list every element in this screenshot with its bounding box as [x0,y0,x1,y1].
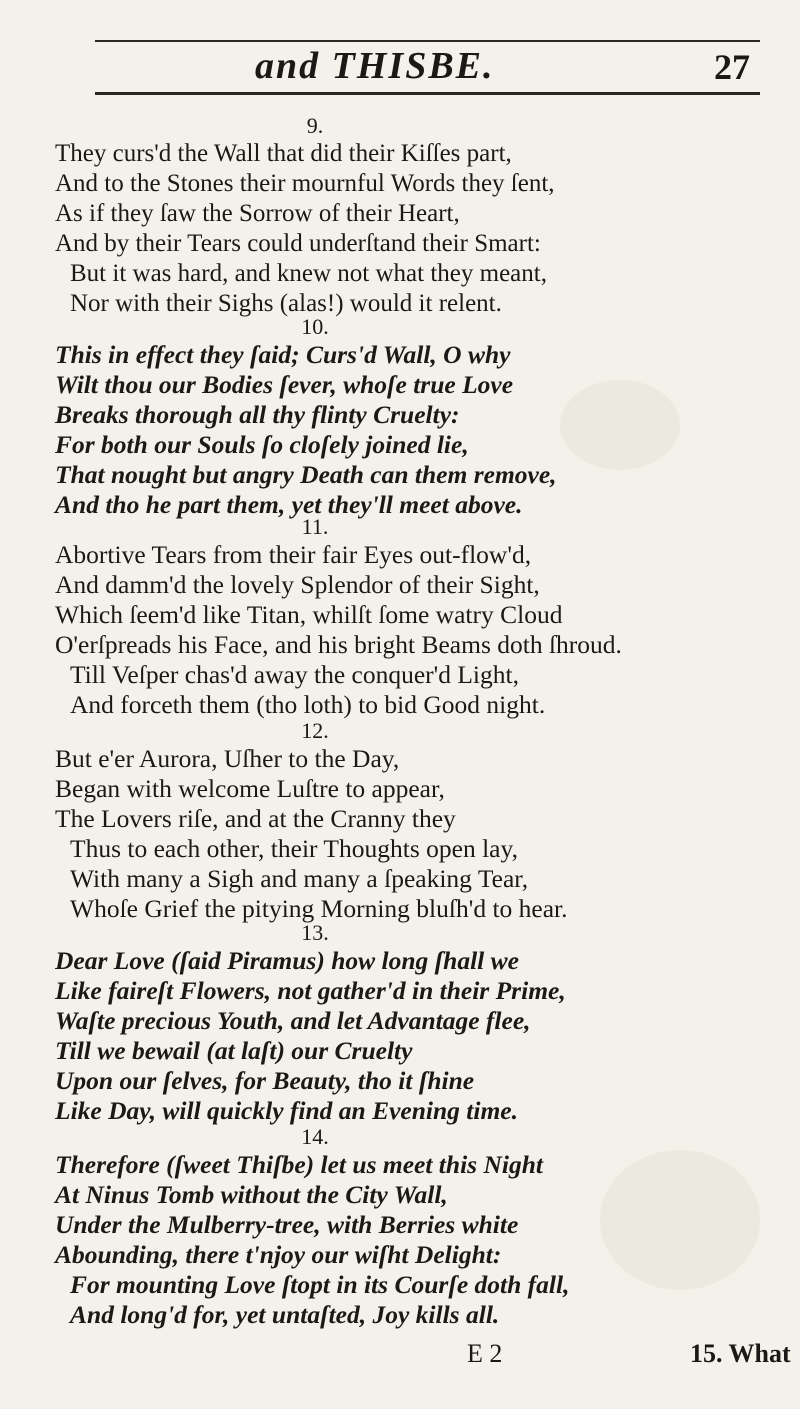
verse-line: And tho he part them, yet they'll meet above. [55,490,523,519]
stanza-number: 13. [301,920,329,945]
verse-line: Till we bewail (at laſt) our Cruelty [55,1036,413,1065]
verse-line: But e'er Aurora, Uſher to the Day, [55,744,400,773]
verse-line: Under the Mulberry-tree, with Berries white [55,1210,519,1239]
catchword: 15. What [690,1339,791,1368]
verse-line: And by their Tears could underſtand their Smart: [55,230,541,257]
verse-line: For mounting Love ſtopt in its Courſe doth fall, [70,1270,570,1299]
verse-line: And to the Stones their mournful Words they ſent, [55,170,555,197]
verse-line: O'erſpreads his Face, and his bright Beams doth ſhroud. [55,630,622,659]
stanza-12 [55,718,755,924]
verse-line: And long'd for, yet untaſted, Joy kills all. [70,1300,500,1329]
header-rule [95,92,760,95]
signature-mark: E 2 [467,1339,503,1368]
verse-line: Nor with their Sighs (alas!) would it relent. [70,290,502,317]
stanza-11 [55,514,755,720]
verse-line: This in effect they ſaid; Curs'd Wall, O why [55,340,511,369]
stanza-14 [55,1124,755,1330]
stanza-number: 10. [301,314,329,339]
stanza-10 [55,314,755,520]
verse-line: Waſte precious Youth, and let Advantage flee, [55,1006,531,1035]
verse-line: But it was hard, and knew not what they meant, [70,260,547,287]
stanza-number: 9. [306,113,324,138]
verse-line: Breaks thorough all thy flinty Cruelty: [55,400,460,429]
verse-line: And forceth them (tho loth) to bid Good night. [70,690,546,719]
verse-line: Wilt thou our Bodies ſever, whoſe true Love [55,370,514,399]
verse-line: Like faireſt Flowers, not gather'd in their Prime, [55,976,566,1005]
verse-line: And damm'd the lovely Splendor of their Sight, [55,570,540,599]
verse-line: The Lovers riſe, and at the Cranny they [55,804,456,833]
verse-line: For both our Souls ſo cloſely joined lie, [55,430,469,459]
verse-line: Upon our ſelves, for Beauty, tho it ſhine [55,1066,475,1095]
verse-line: Thus to each other, their Thoughts open lay, [70,834,518,863]
verse-line: Abounding, there t'njoy our wiſht Delight: [55,1240,502,1269]
verse-line: Whoſe Grief the pitying Morning bluſh'd to hear. [70,894,568,923]
stanza-13 [55,920,755,1126]
stanza-number: 11. [301,514,329,539]
verse-line: That nought but angry Death can them remove, [55,460,557,489]
verse-line: At Ninus Tomb without the City Wall, [55,1180,448,1209]
verse-line: Like Day, will quickly find an Evening time. [55,1096,518,1125]
verse-line: Therefore (ſweet Thiſbe) let us meet this Night [55,1150,543,1179]
page-number: 27 [714,47,750,87]
verse-line: Abortive Tears from their fair Eyes out-flow'd, [55,540,532,569]
verse-line: Dear Love (ſaid Piramus) how long ſhall we [55,946,519,975]
top-rule [95,40,760,42]
verse-line: Began with welcome Luſtre to appear, [55,774,445,803]
verse-line: They curs'd the Wall that did their Kiſſes part, [55,140,512,167]
stanza-9 [55,113,755,319]
stanza-number: 12. [301,718,329,743]
verse-line: With many a Sigh and many a ſpeaking Tear, [70,864,529,893]
verse-line: Till Veſper chas'd away the conquer'd Light, [70,660,519,689]
stanza-number: 14. [301,1124,329,1149]
verse-line: As if they ſaw the Sorrow of their Heart, [55,200,460,227]
verse-line: Which ſeem'd like Titan, whilſt ſome watry Cloud [55,600,563,629]
running-head: and THISBE. [255,45,495,87]
